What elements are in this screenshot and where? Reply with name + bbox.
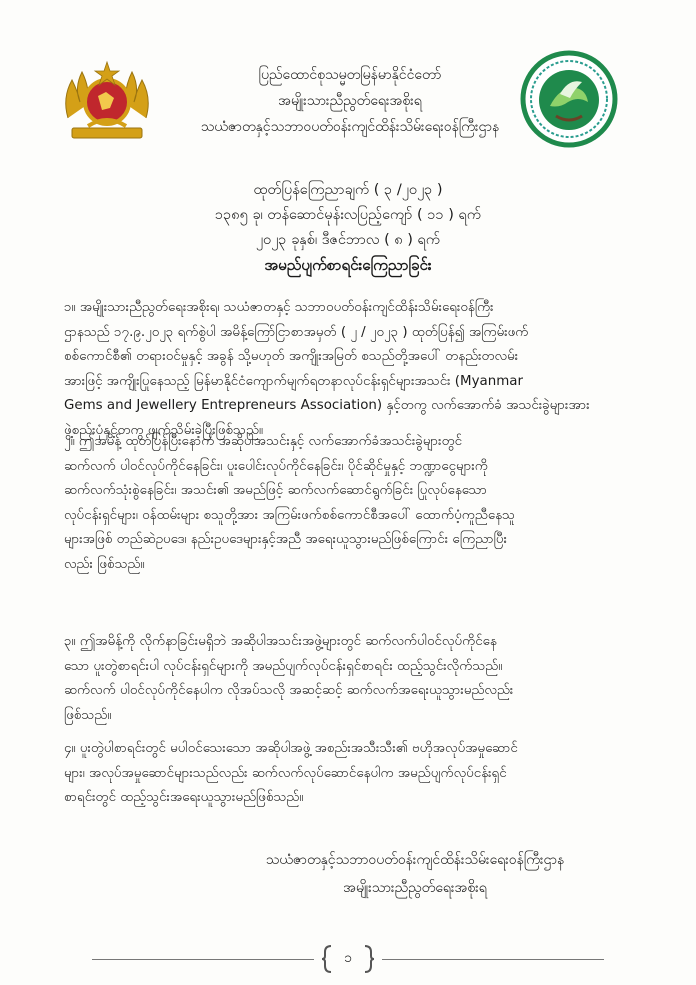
header-ministry: သယံဇာတနှင့်သဘာဝပတ်ဝန်းကျင်ထိန်းသိမ်းရေးဝန်ကြီးဌာန [200, 119, 500, 135]
paragraph-line: ၁။ အမျိုးသားညီညွတ်ရေးအစိုးရ၊ သယံဇာတနှင့် သဘာဝပတ်ဝန်းကျင်ထိန်းသိမ်းရေးဝန်ကြီး [64, 300, 494, 315]
paragraph-line: ဌာနသည် ၁၇.၉.၂၀၂၃ ရက်စွဲပါ အမိန့်ကြော်ငြာစာအမှတ် ( ၂ / ၂၀၂၃ ) ထုတ်ပြန်၍ အကြမ်းဖက် [64, 324, 529, 340]
paragraph-line: ဆက်လက် ပါဝင်လုပ်ကိုင်နေခြင်း၊ ပူးပေါင်းလုပ်ကိုင်နေခြင်း၊ ပိုင်ဆိုင်မှုနှင့် ဘဏ္ဍာငွေများကို [64, 458, 488, 474]
paragraph-line: ၃။ ဤအမိန့်ကို လိုက်နာခြင်းမရှိဘဲ အဆိုပါအသင်းအဖွဲ့များတွင် ဆက်လက်ပါဝင်လုပ်ကိုင်နေ [64, 634, 497, 649]
paragraph-line: သော ပူးတွဲစာရင်းပါ လုပ်ငန်းရှင်များကို အမည်ပျက်လုပ်ငန်းရှင်စာရင်း ထည့်သွင်းလိုက်သည်။ [64, 658, 503, 674]
paragraph-3 [64, 630, 636, 728]
state-seal-emblem-icon [58, 58, 156, 144]
paragraph-line: စာရင်းတွင် ထည့်သွင်းအရေးယူသွားမည်ဖြစ်သည်။ [64, 790, 304, 805]
paragraph-line: များအဖြစ် တည်ဆဲဥပဒေ၊ နည်းဥပဒေများနှင့်အညီ အရေးယူသွားမည်ဖြစ်ကြောင်း ကြေညာပြီး [64, 532, 507, 547]
page-number: ၁ [344, 950, 352, 966]
paragraph-1 [64, 296, 636, 443]
paragraph-line: Gems and Jewellery Entrepreneurs Association) နှင့်တကွ လက်အောက်ခံ အသင်းခွဲများအား [64, 398, 590, 413]
paragraph-2 [64, 430, 636, 577]
paragraph-line: ၄။ ပူးတွဲပါစာရင်းတွင် မပါဝင်သေးသော အဆိုပါအဖွဲ့ အစည်းအသီးသီး၏ ဗဟိုအလုပ်အမှုဆောင် [64, 741, 518, 756]
footer-rule-left [92, 959, 314, 960]
header-government: အမျိုးသားညီညွတ်ရေးအစိုးရ [278, 93, 422, 109]
reference-block [100, 178, 596, 253]
paragraph-line: ဖွဲ့စည်းပုံနှင့်တကွ ဖျက်သိမ်းခဲ့ပြီးဖြစ်သည်။ [64, 422, 263, 438]
ministry-logo-icon [520, 50, 618, 148]
paragraph-line: ဆက်လက်သုံးစွဲနေခြင်း၊ အသင်း၏ အမည်ဖြင့် ဆက်လက်ဆောင်ရွက်ခြင်း ပြုလုပ်နေသော [64, 483, 487, 498]
signature-government: အမျိုးသားညီညွတ်ရေးအစိုးရ [343, 880, 487, 896]
footer-rule-right [382, 959, 604, 960]
paragraph-4 [64, 737, 636, 811]
paragraph-line: ဆက်လက် ပါဝင်လုပ်ကိုင်နေပါက လိုအပ်သလို အဆင့်ဆင့် ဆက်လက်အရေးယူသွားမည်လည်း [64, 683, 514, 698]
myanmar-date: ၁၃၈၅ ခု၊ တန်ဆောင်မုန်းလပြည့်ကျော် ( ၁၁ ) ရက် [214, 207, 482, 223]
paragraph-line: ၂။ ဤအမိန့် ထုတ်ပြန်ပြီးနောက် အဆိုပါအသင်းနှင့် လက်အောက်ခံအသင်းခွဲများတွင် [64, 434, 463, 449]
gregorian-date: ၂၀၂၃ ခုနှစ်၊ ဒီဇင်ဘာလ ( ၈ ) ရက် [255, 232, 441, 248]
header-country: ပြည်ထောင်စုသမ္မတမြန်မာနိုင်ငံတော် [258, 67, 442, 83]
paragraph-line: လုပ်ငန်းရှင်များ၊ ဝန်ထမ်းများ စသူတို့အား အကြမ်းဖက်စစ်ကောင်စီအပေါ် ထောက်ပံ့ကူညီနေသူ [64, 507, 515, 523]
statement-number: ထုတ်ပြန်ကြေညာချက် ( ၃ /၂၀၂၃ ) [253, 182, 443, 198]
signature-block [200, 846, 630, 902]
signature-ministry: သယံဇာတနှင့်သဘာဝပတ်ဝန်းကျင်ထိန်းသိမ်းရေးဝန်ကြီးဌာန [265, 852, 565, 868]
paragraph-line: အားဖြင့် အကျိုးပြုနေသည့် မြန်မာနိုင်ငံကျောက်မျက်ရတနာလုပ်ငန်းရှင်များအသင်း (Myanmar [64, 373, 523, 389]
paragraph-line: များ၊ အလုပ်အမှုဆောင်များသည်လည်း ဆက်လက်လုပ်ဆောင်နေပါက အမည်ပျက်လုပ်ငန်းရှင် [64, 765, 507, 781]
document-title: အမည်ပျက်စာရင်းကြေညာခြင်း [264, 256, 432, 274]
paragraph-line: လည်း ဖြစ်သည်။ [64, 556, 145, 572]
paragraph-line: စစ်ကောင်စီ၏ တရားဝင်မှုနှင့် အခွန် သို့မဟုတ် အကျိုးအမြတ် စသည်တို့အပေါ် တနည်းတလမ်း [64, 349, 519, 364]
letterhead [150, 62, 550, 140]
paragraph-line: ဖြစ်သည်။ [64, 707, 112, 723]
